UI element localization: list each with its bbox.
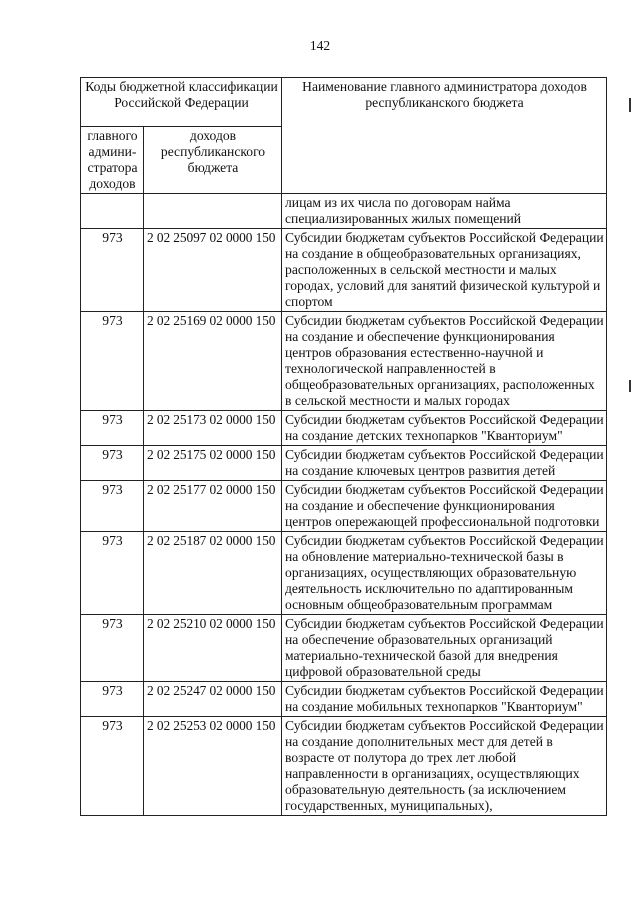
cell-admin-code: 973 (81, 682, 144, 717)
table-row (81, 481, 607, 532)
table-row (81, 682, 607, 717)
table-row (81, 194, 607, 229)
table-row (81, 446, 607, 481)
cell-admin-code: 973 (81, 229, 144, 312)
table-row (81, 411, 607, 446)
cell-budget-code: 2 02 25097 02 0000 150 (144, 229, 282, 312)
table-body (81, 194, 607, 816)
cell-budget-code: 2 02 25173 02 0000 150 (144, 411, 282, 446)
cell-income-name: Субсидии бюджетам субъектов Российской Федерации на создание и обеспечение функционирования центров опережающей профессиональной подготовки (282, 481, 607, 532)
page-number: 142 (309, 38, 331, 53)
table-row (81, 532, 607, 615)
cell-income-name: Субсидии бюджетам субъектов Российской Федерации на обновление материально-технической базы в организациях, осуществляющих образовательную деятельность исключительно по адаптированным основным общеобразовательным программам (282, 532, 607, 615)
cell-admin-code: 973 (81, 481, 144, 532)
cell-admin-code: 973 (81, 411, 144, 446)
cell-income-name: Субсидии бюджетам субъектов Российской Федерации на создание ключевых центров развития детей (282, 446, 607, 481)
cell-income-name: Субсидии бюджетам субъектов Российской Федерации на создание дополнительных мест для детей в возрасте от полутора до трех лет любой направленности в организациях, осуществляющих образовательную деятельность (за исключением государственных, муниципальных), (282, 717, 607, 816)
table-row (81, 229, 607, 312)
cell-income-name: Субсидии бюджетам субъектов Российской Федерации на создание в общеобразовательных организациях, расположенных в сельской местности и малых городах, условий для занятий физической культурой и спортом (282, 229, 607, 312)
budget-classification-table (80, 77, 607, 816)
header-main-administrator: главного админи-стратора доходов (81, 127, 144, 194)
cell-budget-code: 2 02 25253 02 0000 150 (144, 717, 282, 816)
cell-income-name: Субсидии бюджетам субъектов Российской Федерации на создание мобильных технопарков "Кванториум" (282, 682, 607, 717)
cell-income-name: Субсидии бюджетам субъектов Российской Федерации на создание детских технопарков "Кванториум" (282, 411, 607, 446)
cell-income-name: лицам из их числа по договорам найма специализированных жилых помещений (282, 194, 607, 229)
table-row (81, 615, 607, 682)
cell-admin-code: 973 (81, 446, 144, 481)
scan-artifact-mark (629, 98, 631, 112)
scan-artifact-mark (629, 380, 631, 392)
cell-budget-code: 2 02 25247 02 0000 150 (144, 682, 282, 717)
cell-admin-code: 973 (81, 717, 144, 816)
header-budget-codes: Коды бюджетной классификации Российской Федерации (81, 78, 282, 127)
cell-budget-code (144, 194, 282, 229)
cell-income-name: Субсидии бюджетам субъектов Российской Федерации на обеспечение образовательных организаций материально-технической базой для внедрения цифровой образовательной среды (282, 615, 607, 682)
header-administrator-name: Наименование главного администратора доходов республиканского бюджета (282, 78, 607, 194)
table-row (81, 312, 607, 411)
cell-budget-code: 2 02 25175 02 0000 150 (144, 446, 282, 481)
cell-budget-code: 2 02 25177 02 0000 150 (144, 481, 282, 532)
cell-admin-code: 973 (81, 312, 144, 411)
header-republican-income: доходов республиканского бюджета (144, 127, 282, 194)
cell-budget-code: 2 02 25169 02 0000 150 (144, 312, 282, 411)
cell-budget-code: 2 02 25187 02 0000 150 (144, 532, 282, 615)
cell-admin-code: 973 (81, 615, 144, 682)
cell-admin-code: 973 (81, 532, 144, 615)
cell-admin-code (81, 194, 144, 229)
cell-budget-code: 2 02 25210 02 0000 150 (144, 615, 282, 682)
cell-income-name: Субсидии бюджетам субъектов Российской Федерации на создание и обеспечение функционирования центров образования естественно-научной и технологической направленностей в общеобразовательных организациях, расположенных в сельской местности и малых городах (282, 312, 607, 411)
table-row (81, 717, 607, 816)
table-header (81, 78, 607, 194)
